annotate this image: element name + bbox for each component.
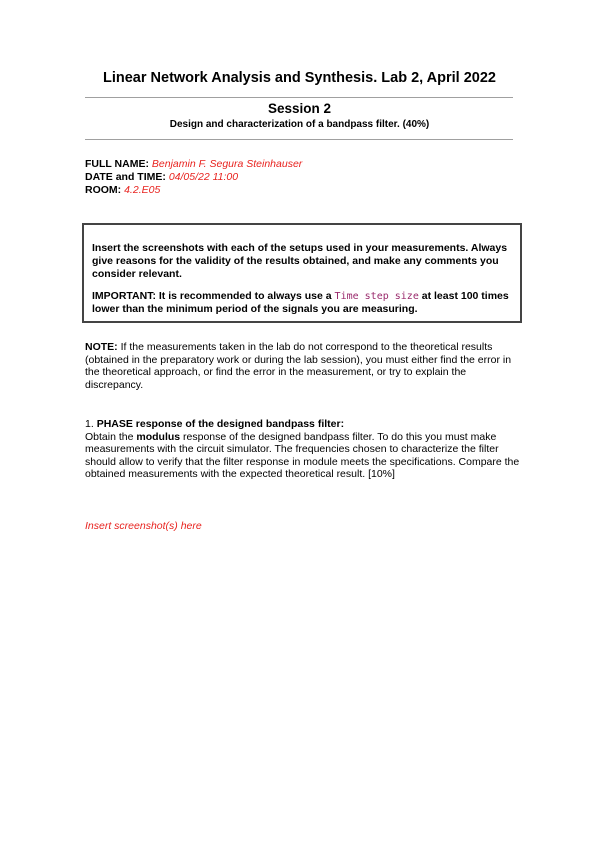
session-subtitle: Design and characterization of a bandpass filter. (40%) [169,119,430,130]
section-heading [85,418,525,431]
important-paragraph [92,290,512,316]
student-name-line [85,158,302,171]
note-label: NOTE: [85,341,118,353]
name-label: FULL NAME: [85,158,149,170]
session-title: Session 2 [267,101,332,116]
section-body-suffix: response of the designed bandpass filter. To do this you must make measurements with the circuit simulator. The frequencies chosen to characterize the filter should allow to verify that the filter response in module meets the specifications. Compare the obtained measurements with the expected theoretical result. [10%] [85,430,520,481]
section-body [85,431,525,481]
section-phase-response [85,418,525,481]
note-text: If the measurements taken in the lab do not correspond to the theoretical results (obtained in the preparatory work or during the lab session), you must either find the error in the theoretical approach, or find the error in the measurement, or try to explain the discrepancy. [85,341,512,391]
section-body-prefix: Obtain the [85,430,134,443]
room-line [85,184,160,197]
date-time-line [85,171,238,184]
time-step-code: Time step size [334,291,419,302]
instructions-paragraph: Insert the screenshots with each of the setups used in your measurements. Always give reasons for the validity of the results obtained, and make any comments you consider relevant. [92,242,508,280]
screenshot-placeholder: Insert screenshot(s) here [85,520,202,532]
important-suffix: at least 100 times lower than the minimum period of the signals you are measuring. [92,290,509,315]
section-body-bold: modulus [136,430,181,443]
room-label: ROOM: [85,184,122,196]
name-value: Benjamin F. Segura Steinhauser [151,158,303,170]
section-number: 1. [85,418,94,430]
header-bottom-rule [85,139,513,140]
document-title: Linear Network Analysis and Synthesis. Lab 2, April 2022 [103,70,496,86]
date-label: DATE and TIME: [85,171,166,183]
header-top-rule [85,97,513,98]
instructions-box [82,223,522,323]
section-heading-text: PHASE response of the designed bandpass filter: [96,418,345,430]
note-paragraph [85,341,525,391]
important-prefix: IMPORTANT: It is recommended to always use a [92,290,332,302]
date-value: 04/05/22 11:00 [168,171,239,183]
room-value: 4.2.E05 [124,184,161,196]
